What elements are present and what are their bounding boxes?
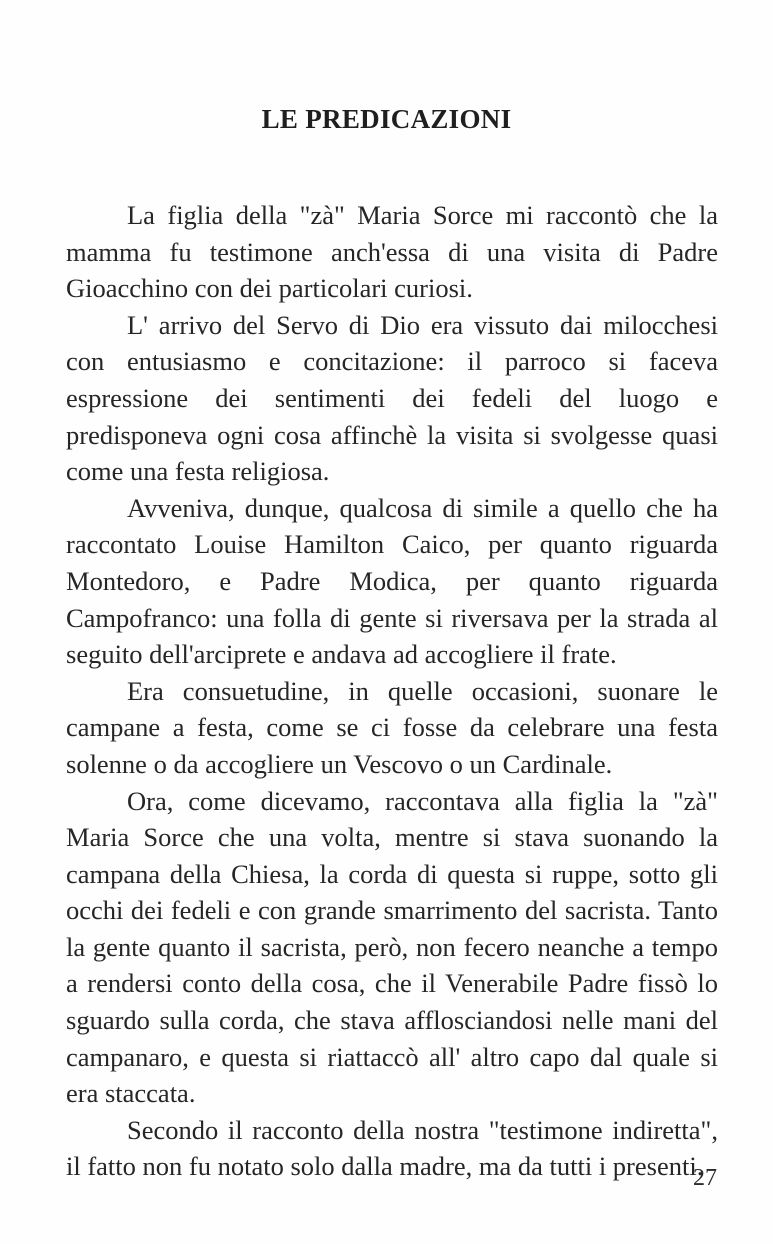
chapter-title: LE PREDICAZIONI (261, 104, 512, 134)
paragraph: La figlia della "zà" Maria Sorce mi raccontò che la mamma fu testimone anch'essa di una visita di Padre Gioacchino con dei particolari curiosi. (66, 200, 718, 304)
paragraph: Era consuetudine, in quelle occasioni, suonare le campane a festa, come se ci fosse da celebrare una festa solenne o da accogliere un Vescovo o un Cardinale. (66, 675, 718, 779)
paragraph: L' arrivo del Servo di Dio era vissuto dai milocchesi con entusiasmo e concitazione: il parroco si faceva espressione dei sentimenti dei fedeli del luogo e predisponeva ogni cosa affinchè la visita si svolgesse quasi come una festa religiosa. (66, 309, 718, 487)
paragraph: Avveniva, dunque, qualcosa di simile a quello che ha raccontato Louise Hamilton Caico, per quanto riguarda Montedoro, e Padre Modica, per quanto riguarda Campofranco: una folla di gente si riversava per la strada al seguito dell'arciprete e andava ad accogliere il frate. (66, 492, 718, 670)
paragraph: Ora, come dicevamo, raccontava alla figlia la "zà" Maria Sorce che una volta, mentre si stava suonando la campana della Chiesa, la corda di questa si ruppe, sotto gli occhi dei fedeli e con grande smarrimento del sacrista. Tanto la gente quanto il sacrista, però, non fecero neanche a tempo a rendersi conto della cosa, che il Venerabile Padre fissò lo sguardo sulla corda, che stava afflosciandosi nelle mani del campanaro, e questa si riattaccò all' altro capo dal quale si era staccata. (66, 785, 718, 1109)
page-number: 27 (693, 1165, 717, 1191)
chapter-body (66, 197, 718, 1185)
paragraph: Secondo il racconto della nostra "testimone indiretta", il fatto non fu notato solo dalla madre, ma da tutti i presenti. (66, 1114, 718, 1182)
